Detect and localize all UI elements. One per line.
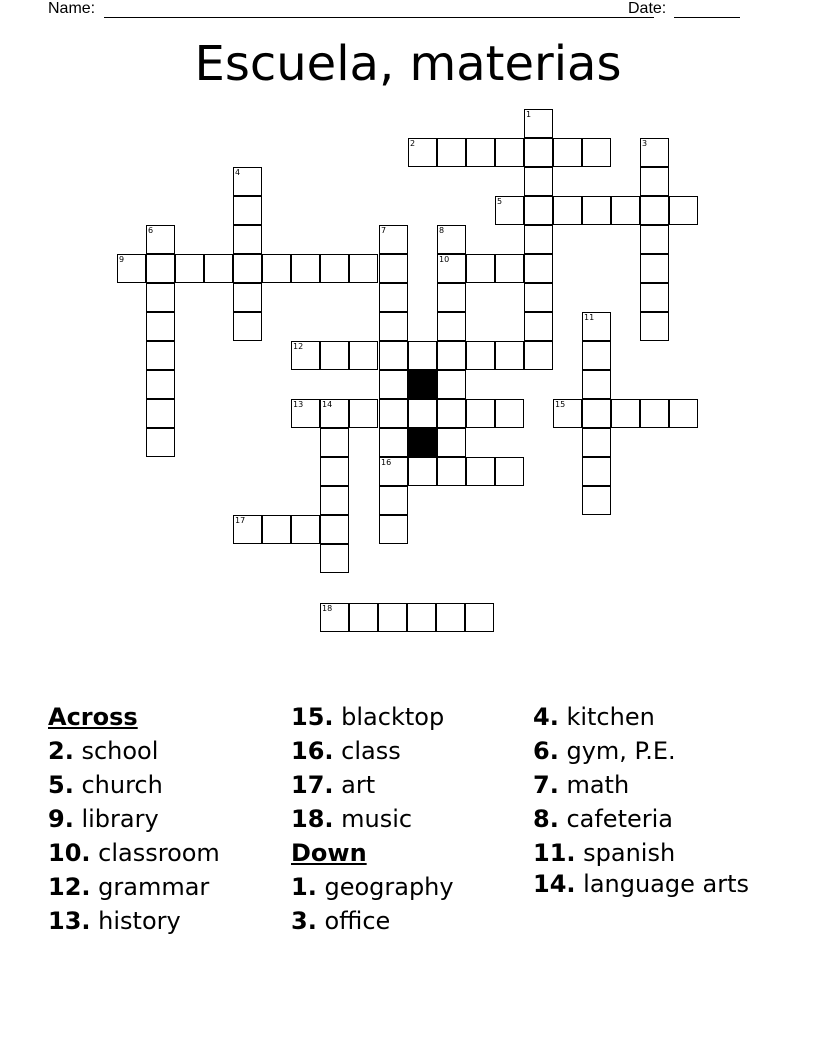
clue-item-text: language arts <box>575 870 749 898</box>
crossword-cell[interactable] <box>437 370 466 399</box>
clue-item-text: geography <box>316 873 454 901</box>
crossword-cell[interactable] <box>379 370 408 399</box>
clue-number: 8 <box>439 226 445 235</box>
crossword-cell[interactable] <box>640 254 669 283</box>
clue-item-number: 2. <box>48 737 74 765</box>
clue-item-number: 12. <box>48 873 91 901</box>
crossword-cell[interactable] <box>495 399 524 428</box>
crossword-cell[interactable] <box>320 515 349 544</box>
clue-number: 16 <box>381 458 392 467</box>
crossword-cell[interactable] <box>320 399 349 428</box>
clue-item-text: gym, P.E. <box>558 737 676 765</box>
clue-column-1 <box>48 700 278 938</box>
crossword-cell[interactable] <box>611 399 640 428</box>
crossword-cell[interactable] <box>146 254 175 283</box>
clue-item <box>291 700 521 734</box>
clue-item-text: school <box>73 737 159 765</box>
crossword-cell[interactable] <box>611 196 640 225</box>
clue-item-number: 9. <box>48 805 74 833</box>
clue-item-number: 11. <box>533 839 576 867</box>
crossword-cell[interactable] <box>146 370 175 399</box>
clue-number: 7 <box>381 226 387 235</box>
crossword-cell[interactable] <box>320 341 349 370</box>
clue-item-number: 8. <box>533 805 559 833</box>
crossword-cell[interactable] <box>379 283 408 312</box>
crossword-cell[interactable] <box>379 515 408 544</box>
crossword-cell[interactable] <box>175 254 204 283</box>
crossword-cell[interactable] <box>407 603 436 632</box>
clue-item-text: art <box>333 771 376 799</box>
crossword-cell[interactable] <box>553 399 582 428</box>
crossword-cell[interactable] <box>437 428 466 457</box>
crossword-cell[interactable] <box>320 486 349 515</box>
crossword-cell[interactable] <box>146 312 175 341</box>
crossword-cell[interactable] <box>465 603 494 632</box>
crossword-cell[interactable] <box>437 138 466 167</box>
clue-number: 10 <box>439 255 450 264</box>
crossword-cell[interactable] <box>524 283 553 312</box>
black-square <box>408 428 437 457</box>
name-label: Name: <box>48 0 96 17</box>
clue-item-number: 5. <box>48 771 74 799</box>
crossword-cell[interactable] <box>117 254 146 283</box>
crossword-cell[interactable] <box>582 486 611 515</box>
crossword-cell[interactable] <box>582 196 611 225</box>
crossword-cell[interactable] <box>146 225 175 254</box>
crossword-cell[interactable] <box>349 341 378 370</box>
clue-item-text: library <box>73 805 159 833</box>
crossword-cell[interactable] <box>379 341 408 370</box>
crossword-cell[interactable] <box>437 283 466 312</box>
crossword-cell[interactable] <box>553 138 582 167</box>
crossword-cell[interactable] <box>262 515 291 544</box>
clue-item-number: 16. <box>291 737 334 765</box>
crossword-cell[interactable] <box>437 312 466 341</box>
clue-item-text: blacktop <box>333 703 445 731</box>
crossword-cell[interactable] <box>408 399 437 428</box>
clue-item-text: kitchen <box>558 703 655 731</box>
clue-item-text: spanish <box>575 839 676 867</box>
crossword-cell[interactable] <box>233 515 262 544</box>
clue-item-number: 4. <box>533 703 559 731</box>
clue-item-number: 7. <box>533 771 559 799</box>
crossword-cell[interactable] <box>233 312 262 341</box>
crossword-cell[interactable] <box>524 167 553 196</box>
crossword-cell[interactable] <box>320 428 349 457</box>
crossword-cell[interactable] <box>495 254 524 283</box>
clue-item-text: class <box>333 737 401 765</box>
crossword-cell[interactable] <box>640 283 669 312</box>
clue-item-text: history <box>90 907 181 935</box>
page-title: Escuela, materias <box>194 36 622 92</box>
crossword-cell[interactable] <box>524 196 553 225</box>
crossword-cell[interactable] <box>349 254 378 283</box>
clue-item-text: music <box>333 805 413 833</box>
crossword-cell[interactable] <box>291 399 320 428</box>
crossword-cell[interactable] <box>524 138 553 167</box>
crossword-cell[interactable] <box>320 254 349 283</box>
clue-item <box>48 734 278 768</box>
crossword-cell[interactable] <box>466 457 495 486</box>
crossword-cell[interactable] <box>379 225 408 254</box>
clue-item <box>533 700 763 734</box>
crossword-cell[interactable] <box>640 138 669 167</box>
crossword-cell[interactable] <box>291 341 320 370</box>
crossword-cell[interactable] <box>582 370 611 399</box>
crossword-cell[interactable] <box>291 254 320 283</box>
crossword-cell[interactable] <box>437 225 466 254</box>
crossword-cell[interactable] <box>146 399 175 428</box>
clue-item <box>291 870 521 904</box>
clue-item <box>48 904 278 938</box>
crossword-cell[interactable] <box>233 254 262 283</box>
crossword-cell[interactable] <box>524 312 553 341</box>
clue-number: 3 <box>642 139 648 148</box>
clue-number: 1 <box>526 110 532 119</box>
crossword-cell[interactable] <box>437 341 466 370</box>
crossword-cell[interactable] <box>233 283 262 312</box>
crossword-cell[interactable] <box>524 225 553 254</box>
crossword-cell[interactable] <box>495 138 524 167</box>
crossword-cell[interactable] <box>233 225 262 254</box>
clue-item-text: office <box>316 907 391 935</box>
crossword-cell[interactable] <box>437 399 466 428</box>
clue-item-text: grammar <box>90 873 210 901</box>
crossword-cell[interactable] <box>233 167 262 196</box>
crossword-cell[interactable] <box>146 283 175 312</box>
clue-item-text: cafeteria <box>558 805 673 833</box>
crossword-cell[interactable] <box>582 341 611 370</box>
clue-item-number: 10. <box>48 839 91 867</box>
crossword-cell[interactable] <box>408 457 437 486</box>
crossword-cell[interactable] <box>379 312 408 341</box>
clue-item-number: 6. <box>533 737 559 765</box>
crossword-cell[interactable] <box>466 399 495 428</box>
crossword-cell[interactable] <box>669 399 698 428</box>
crossword-cell[interactable] <box>524 341 553 370</box>
crossword-cell[interactable] <box>524 109 553 138</box>
crossword-cell[interactable] <box>582 428 611 457</box>
clue-number: 18 <box>322 604 333 613</box>
crossword-cell[interactable] <box>408 138 437 167</box>
clue-number: 9 <box>119 255 125 264</box>
crossword-cell[interactable] <box>495 196 524 225</box>
clue-item-text: church <box>73 771 163 799</box>
clue-number: 14 <box>322 400 333 409</box>
clue-item <box>291 904 521 938</box>
crossword-cell[interactable] <box>378 603 407 632</box>
crossword-cell[interactable] <box>466 138 495 167</box>
crossword-cell[interactable] <box>349 399 378 428</box>
clue-number: 17 <box>235 516 246 525</box>
crossword-cell[interactable] <box>146 341 175 370</box>
crossword-cell[interactable] <box>640 312 669 341</box>
clue-item-text: math <box>558 771 630 799</box>
clue-number: 12 <box>293 342 304 351</box>
down-header: Down <box>291 839 367 867</box>
clue-item <box>291 734 521 768</box>
clue-number: 6 <box>148 226 154 235</box>
clue-item <box>291 768 521 802</box>
crossword-cell[interactable] <box>408 341 437 370</box>
crossword-cell[interactable] <box>379 399 408 428</box>
crossword-cell[interactable] <box>437 457 466 486</box>
clue-item <box>48 802 278 836</box>
clue-number: 13 <box>293 400 304 409</box>
clue-column-3 <box>533 700 763 898</box>
clue-item <box>48 870 278 904</box>
crossword-cell[interactable] <box>495 341 524 370</box>
clue-item <box>48 836 278 870</box>
crossword-cell[interactable] <box>437 254 466 283</box>
crossword-cell[interactable] <box>495 457 524 486</box>
clue-number: 11 <box>584 313 595 322</box>
crossword-cell[interactable] <box>582 138 611 167</box>
crossword-cell[interactable] <box>379 254 408 283</box>
clue-item-number: 14. <box>533 870 576 898</box>
crossword-cell[interactable] <box>436 603 465 632</box>
crossword-cell[interactable] <box>582 399 611 428</box>
crossword-cell[interactable] <box>320 603 349 632</box>
date-label: Date: <box>628 0 667 17</box>
across-header: Across <box>48 703 138 731</box>
clue-item <box>533 734 763 768</box>
clue-item-number: 18. <box>291 805 334 833</box>
crossword-cell[interactable] <box>582 457 611 486</box>
crossword-cell[interactable] <box>466 341 495 370</box>
crossword-cell[interactable] <box>379 457 408 486</box>
clue-number: 5 <box>497 197 503 206</box>
crossword-cell[interactable] <box>379 428 408 457</box>
crossword-cell[interactable] <box>466 254 495 283</box>
crossword-cell[interactable] <box>640 167 669 196</box>
black-square <box>408 370 437 399</box>
crossword-cell[interactable] <box>582 312 611 341</box>
clue-column-2 <box>291 700 521 938</box>
clue-item <box>533 768 763 802</box>
clue-item-number: 13. <box>48 907 91 935</box>
crossword-cell[interactable] <box>262 254 291 283</box>
crossword-cell[interactable] <box>640 196 669 225</box>
clue-item <box>48 768 278 802</box>
clue-item <box>533 836 763 870</box>
crossword-cell[interactable] <box>379 486 408 515</box>
clue-item-text: classroom <box>90 839 220 867</box>
crossword-cell[interactable] <box>640 225 669 254</box>
crossword-cell[interactable] <box>553 196 582 225</box>
crossword-cell[interactable] <box>146 428 175 457</box>
clue-number: 4 <box>235 168 241 177</box>
crossword-cell[interactable] <box>524 254 553 283</box>
clue-item <box>533 870 763 898</box>
clue-item <box>291 802 521 836</box>
crossword-cell[interactable] <box>233 196 262 225</box>
crossword-cell[interactable] <box>349 603 378 632</box>
crossword-cell[interactable] <box>320 544 349 573</box>
crossword-cell[interactable] <box>204 254 233 283</box>
crossword-cell[interactable] <box>320 457 349 486</box>
clue-item-number: 3. <box>291 907 317 935</box>
crossword-cell[interactable] <box>291 515 320 544</box>
clue-item-number: 15. <box>291 703 334 731</box>
clue-item <box>533 802 763 836</box>
clue-item-number: 1. <box>291 873 317 901</box>
clue-item-number: 17. <box>291 771 334 799</box>
clue-number: 15 <box>555 400 566 409</box>
crossword-cell[interactable] <box>669 196 698 225</box>
crossword-cell[interactable] <box>640 399 669 428</box>
clue-number: 2 <box>410 139 416 148</box>
